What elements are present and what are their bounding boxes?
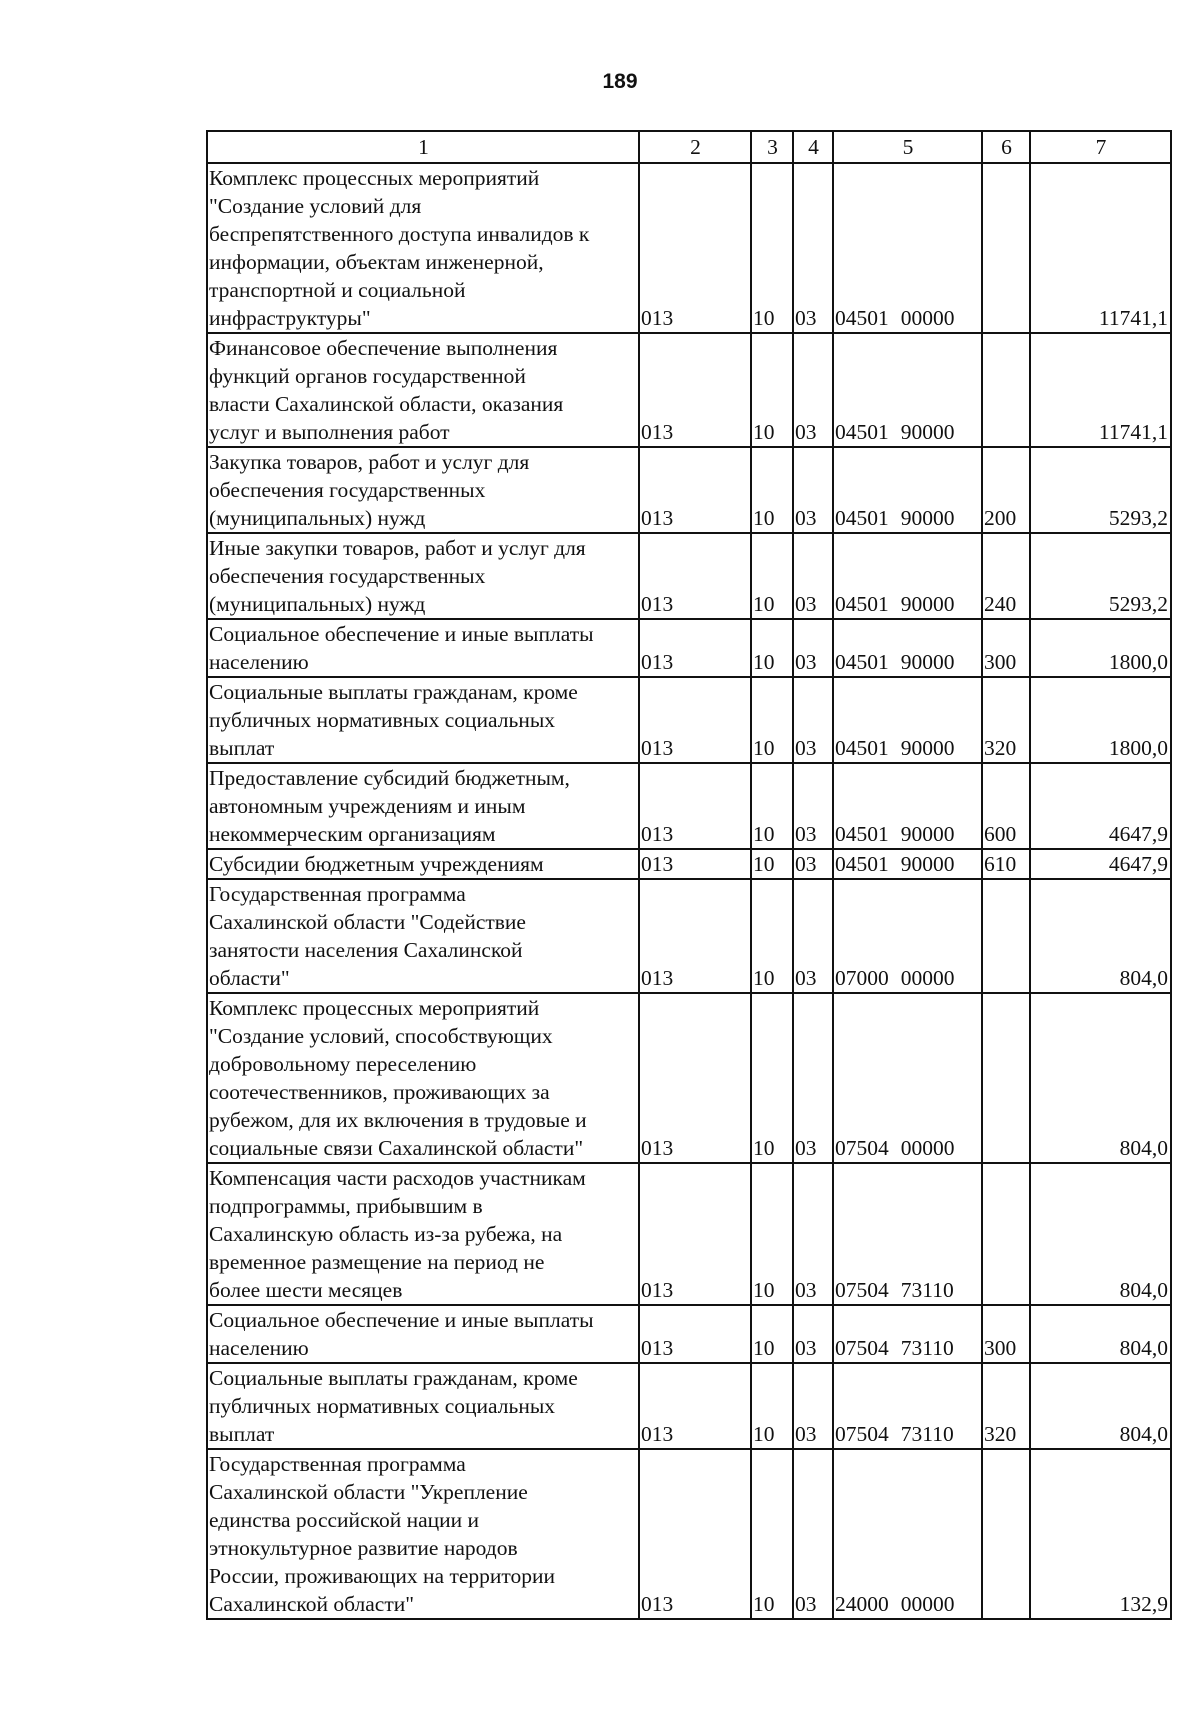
column-header: 1 (207, 131, 639, 163)
section-code-cell: 10 (751, 447, 793, 533)
column-header: 5 (833, 131, 982, 163)
column-header: 7 (1030, 131, 1171, 163)
table-row (207, 1163, 1171, 1305)
ministry-code-cell: 013 (639, 879, 751, 993)
amount-cell: 5293,2 (1030, 447, 1171, 533)
target-article-program-code: 07504 (835, 1336, 889, 1360)
item-name-cell: Субсидии бюджетным учреждениям (207, 849, 639, 879)
ministry-code-cell: 013 (639, 1449, 751, 1619)
table-row (207, 1449, 1171, 1619)
ministry-code-cell: 013 (639, 993, 751, 1163)
target-article-cell (833, 849, 982, 879)
item-name-cell: Закупка товаров, работ и услуг для обеспечения государственных (муниципальных) нужд (207, 447, 639, 533)
amount-cell: 804,0 (1030, 1305, 1171, 1363)
column-header: 3 (751, 131, 793, 163)
subsection-code-cell: 03 (793, 333, 833, 447)
section-code-cell: 10 (751, 533, 793, 619)
target-article-program-code: 07504 (835, 1136, 889, 1160)
target-article-cell (833, 1363, 982, 1449)
amount-cell: 1800,0 (1030, 677, 1171, 763)
expense-type-cell: 600 (982, 763, 1030, 849)
ministry-code-cell: 013 (639, 1305, 751, 1363)
target-article-direction-code: 90000 (900, 420, 955, 444)
subsection-code-cell: 03 (793, 619, 833, 677)
table-row (207, 333, 1171, 447)
subsection-code-cell: 03 (793, 533, 833, 619)
table-row (207, 677, 1171, 763)
target-article-direction-code: 90000 (900, 822, 955, 846)
subsection-code-cell: 03 (793, 763, 833, 849)
section-code-cell: 10 (751, 879, 793, 993)
target-article-direction-code: 90000 (900, 592, 955, 616)
target-article-cell (833, 1305, 982, 1363)
table-row (207, 763, 1171, 849)
page-number: 189 (602, 70, 638, 93)
target-article-direction-code: 73110 (900, 1278, 954, 1302)
table-row (207, 993, 1171, 1163)
amount-cell: 4647,9 (1030, 849, 1171, 879)
section-code-cell: 10 (751, 677, 793, 763)
subsection-code-cell: 03 (793, 879, 833, 993)
subsection-code-cell: 03 (793, 849, 833, 879)
expense-type-cell: 240 (982, 533, 1030, 619)
table-row (207, 533, 1171, 619)
column-header: 2 (639, 131, 751, 163)
expense-type-cell (982, 879, 1030, 993)
amount-cell: 804,0 (1030, 879, 1171, 993)
section-code-cell: 10 (751, 1449, 793, 1619)
amount-cell: 4647,9 (1030, 763, 1171, 849)
section-code-cell: 10 (751, 333, 793, 447)
item-name-cell: Социальные выплаты гражданам, кроме публичных нормативных социальных выплат (207, 677, 639, 763)
item-name-cell: Государственная программа Сахалинской области "Укрепление единства российской нации и этнокультурное развитие народов России, проживающих на территории Сахалинской области" (207, 1449, 639, 1619)
table-row (207, 1305, 1171, 1363)
target-article-program-code: 04501 (835, 822, 889, 846)
expense-type-cell: 610 (982, 849, 1030, 879)
section-code-cell: 10 (751, 763, 793, 849)
column-header: 4 (793, 131, 833, 163)
target-article-cell (833, 763, 982, 849)
column-header-row (207, 131, 1171, 163)
item-name-cell: Социальное обеспечение и иные выплаты населению (207, 1305, 639, 1363)
amount-cell: 11741,1 (1030, 163, 1171, 333)
ministry-code-cell: 013 (639, 533, 751, 619)
target-article-direction-code: 00000 (900, 306, 955, 330)
item-name-cell: Финансовое обеспечение выполнения функций органов государственной власти Сахалинской области, оказания услуг и выполнения работ (207, 333, 639, 447)
ministry-code-cell: 013 (639, 333, 751, 447)
item-name-cell: Государственная программа Сахалинской области "Содействие занятости населения Сахалинской области" (207, 879, 639, 993)
ministry-code-cell: 013 (639, 677, 751, 763)
column-header: 6 (982, 131, 1030, 163)
target-article-direction-code: 00000 (900, 1136, 955, 1160)
section-code-cell: 10 (751, 1305, 793, 1363)
expense-type-cell (982, 1449, 1030, 1619)
target-article-direction-code: 90000 (900, 736, 955, 760)
subsection-code-cell: 03 (793, 1363, 833, 1449)
amount-cell: 132,9 (1030, 1449, 1171, 1619)
amount-cell: 1800,0 (1030, 619, 1171, 677)
subsection-code-cell: 03 (793, 1163, 833, 1305)
expense-type-cell: 200 (982, 447, 1030, 533)
target-article-direction-code: 90000 (900, 852, 955, 876)
item-name-cell: Комплекс процессных мероприятий "Создание условий, способствующих добровольному переселению соотечественников, проживающих за рубежом, для их включения в трудовые и социальные связи Сахалинской области" (207, 993, 639, 1163)
expense-type-cell: 300 (982, 1305, 1030, 1363)
target-article-program-code: 04501 (835, 420, 889, 444)
target-article-program-code: 04501 (835, 592, 889, 616)
section-code-cell: 10 (751, 163, 793, 333)
expense-type-cell: 300 (982, 619, 1030, 677)
subsection-code-cell: 03 (793, 1305, 833, 1363)
budget-table (206, 130, 1172, 1620)
target-article-program-code: 07504 (835, 1422, 889, 1446)
target-article-program-code: 07000 (835, 966, 889, 990)
target-article-cell (833, 879, 982, 993)
amount-cell: 804,0 (1030, 1163, 1171, 1305)
ministry-code-cell: 013 (639, 447, 751, 533)
section-code-cell: 10 (751, 1363, 793, 1449)
table-row (207, 619, 1171, 677)
target-article-program-code: 04501 (835, 852, 889, 876)
item-name-cell: Комплекс процессных мероприятий "Создание условий для беспрепятственного доступа инвалидов к информации, объектам инженерной, транспортной и социальной инфраструктуры" (207, 163, 639, 333)
amount-cell: 804,0 (1030, 1363, 1171, 1449)
ministry-code-cell: 013 (639, 1363, 751, 1449)
amount-cell: 11741,1 (1030, 333, 1171, 447)
target-article-program-code: 04501 (835, 736, 889, 760)
expense-type-cell: 320 (982, 1363, 1030, 1449)
ministry-code-cell: 013 (639, 619, 751, 677)
subsection-code-cell: 03 (793, 677, 833, 763)
target-article-program-code: 04501 (835, 506, 889, 530)
target-article-cell (833, 447, 982, 533)
table-row (207, 1363, 1171, 1449)
target-article-direction-code: 90000 (900, 506, 955, 530)
target-article-cell (833, 993, 982, 1163)
target-article-program-code: 04501 (835, 650, 889, 674)
expense-type-cell (982, 333, 1030, 447)
ministry-code-cell: 013 (639, 849, 751, 879)
expense-type-cell (982, 993, 1030, 1163)
table-body (207, 163, 1171, 1619)
target-article-direction-code: 90000 (900, 650, 955, 674)
target-article-cell (833, 677, 982, 763)
subsection-code-cell: 03 (793, 993, 833, 1163)
section-code-cell: 10 (751, 993, 793, 1163)
expense-type-cell (982, 163, 1030, 333)
ministry-code-cell: 013 (639, 163, 751, 333)
target-article-cell (833, 533, 982, 619)
target-article-direction-code: 73110 (900, 1336, 954, 1360)
table-row (207, 163, 1171, 333)
expense-type-cell (982, 1163, 1030, 1305)
item-name-cell: Социальное обеспечение и иные выплаты населению (207, 619, 639, 677)
item-name-cell: Социальные выплаты гражданам, кроме публичных нормативных социальных выплат (207, 1363, 639, 1449)
item-name-cell: Компенсация части расходов участникам подпрограммы, прибывшим в Сахалинскую область из-за рубежа, на временное размещение на период не более шести месяцев (207, 1163, 639, 1305)
target-article-direction-code: 00000 (900, 966, 955, 990)
ministry-code-cell: 013 (639, 1163, 751, 1305)
target-article-program-code: 04501 (835, 306, 889, 330)
target-article-direction-code: 00000 (900, 1592, 955, 1616)
subsection-code-cell: 03 (793, 163, 833, 333)
section-code-cell: 10 (751, 849, 793, 879)
item-name-cell: Иные закупки товаров, работ и услуг для обеспечения государственных (муниципальных) нужд (207, 533, 639, 619)
target-article-program-code: 24000 (835, 1592, 889, 1616)
amount-cell: 804,0 (1030, 993, 1171, 1163)
section-code-cell: 10 (751, 1163, 793, 1305)
subsection-code-cell: 03 (793, 1449, 833, 1619)
target-article-cell (833, 163, 982, 333)
target-article-cell (833, 1163, 982, 1305)
table-row (207, 447, 1171, 533)
item-name-cell: Предоставление субсидий бюджетным, автономным учреждениям и иным некоммерческим организациям (207, 763, 639, 849)
target-article-cell (833, 619, 982, 677)
target-article-direction-code: 73110 (900, 1422, 954, 1446)
section-code-cell: 10 (751, 619, 793, 677)
amount-cell: 5293,2 (1030, 533, 1171, 619)
table-row (207, 879, 1171, 993)
target-article-cell (833, 333, 982, 447)
table-row (207, 849, 1171, 879)
ministry-code-cell: 013 (639, 763, 751, 849)
target-article-program-code: 07504 (835, 1278, 889, 1302)
expense-type-cell: 320 (982, 677, 1030, 763)
target-article-cell (833, 1449, 982, 1619)
subsection-code-cell: 03 (793, 447, 833, 533)
